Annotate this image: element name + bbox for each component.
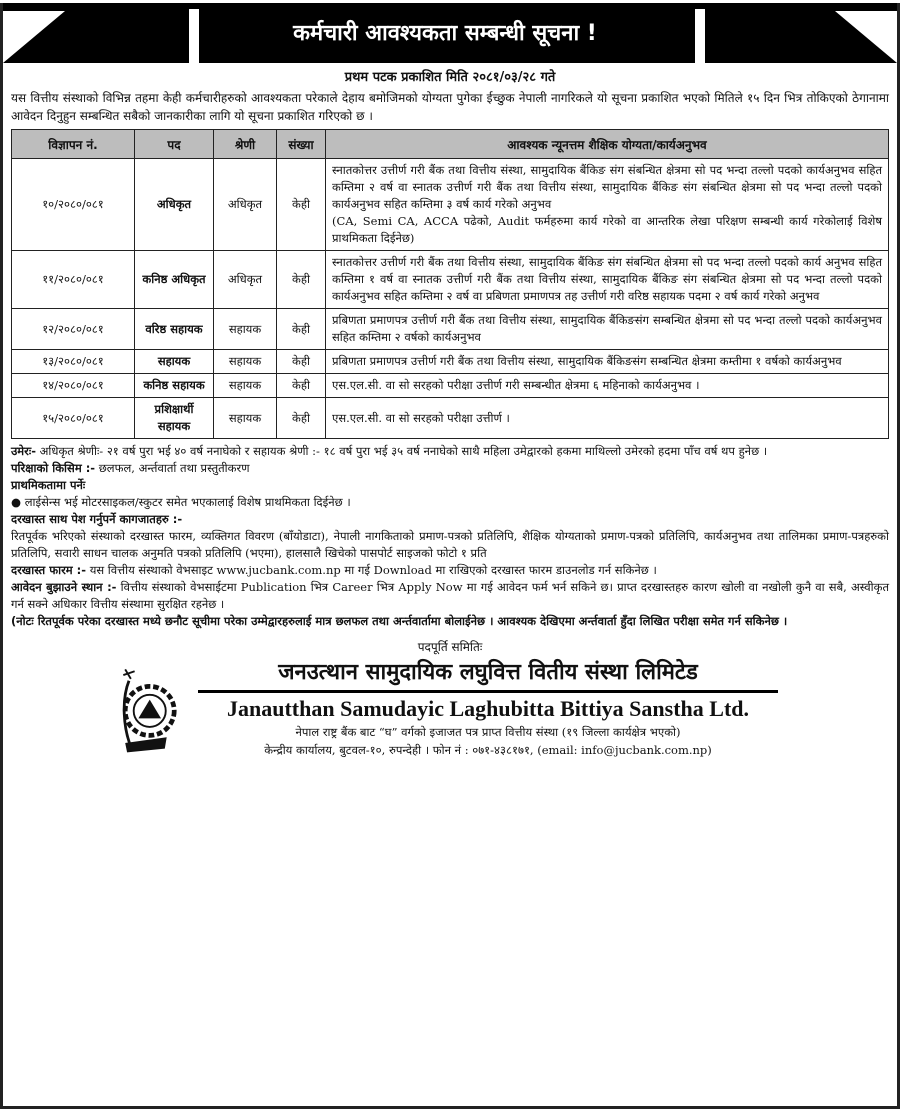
title-banner: [3, 3, 897, 63]
post-name: अधिकृत: [135, 159, 214, 251]
notice-sections: [11, 443, 889, 630]
organization-logo-icon: [112, 661, 178, 757]
ad-number: १०/२०८०/०८१: [12, 159, 135, 251]
table-row: [12, 309, 889, 350]
table-row: [12, 398, 889, 439]
age-section: [11, 443, 889, 460]
priority-item: [11, 494, 889, 511]
contact-address: केन्द्रीय कार्यालय, बुटवल-१०, रुपन्देही । फोन नं : ०७१-४३८१७१, (email: info@jucbank.com.np): [264, 743, 712, 757]
post-name: प्रशिक्षार्थी सहायक: [135, 398, 214, 439]
banner-stripe-left: [189, 9, 199, 63]
count: केही: [277, 398, 326, 439]
documents-text: रितपूर्वक भरिएको संस्थाको दरखास्त फारम, व्यक्तिगत विवरण (बाँयोडाटा), नेपाली नागकिताको प्रमाण-पत्रको प्रतिलिपि, शैक्षिक योग्यताको प्रमाण-पत्रको प्रतिलिपि, कार्यअनुभव तथा तालिमका प्रमाण-पत्रहरुको प्रतिलिपि, सवारी साधन चालक अनुमति पत्रको प्रतिलिपि (भएमा), हालसालै खिचेको पासपोर्ट साइजको फोटो १ प्रति: [11, 529, 889, 560]
ad-number: १४/२०८०/०८१: [12, 374, 135, 398]
table-row: [12, 374, 889, 398]
header-grade: श्रेणी: [214, 130, 277, 159]
priority-label: प्राथमिकतामा पर्नेः: [11, 478, 86, 492]
grade: अधिकृत: [214, 159, 277, 251]
footer: [11, 638, 889, 759]
post-name: कनिष्ठ सहायक: [135, 374, 214, 398]
table-row: [12, 159, 889, 251]
ad-number: ११/२०८०/०८१: [12, 251, 135, 309]
bullet-icon: ●: [11, 495, 22, 509]
intro-paragraph: यस वित्तीय संस्थाको विभिन्न तहमा केही कर्मचारीहरुको आवश्यकता परेकाले देहाय बमोजिमको योग्यता पुगेका ईच्छुक नेपाली नागरिकले यो सूचना प्रकाशित भएको मितिले १५ दिन भित्र तोकिएको ठेगानामा आवेदन दिनुहुन सम्बन्धित सबैको जानकारीका लागि यो सूचना प्रकाशित गरिएको छ ।: [11, 91, 889, 123]
submit-text: वित्तीय संस्थाको वेभसाईटमा Publication भित्र Career भित्र Apply Now मा गई आवेदन फर्म भर्न सकिने छ। प्राप्त दरखास्तहरु कारण खोली वा नखोली कुनै वा सबै, अस्वीकृत गर्न सक्ने अधिकार वित्तीय संस्थामा सुरक्षित रहनेछ ।: [11, 580, 889, 611]
banner-stripe-right: [695, 9, 705, 63]
age-text: अधिकृत श्रेणीः- २१ वर्ष पुरा भई ४० वर्ष ननाघेको र सहायक श्रेणी :- १८ वर्ष पुरा भई ३५ वर्ष ननाघेको साथै महिला उमेद्वारको हकमा माथिल्लो उमेरको हदमा पाँच वर्ष थप हुनेछ ।: [39, 444, 768, 458]
organization-name-nepali: जनउत्थान सामुदायिक लघुवित्त वितीय संस्था लिमिटेड: [278, 660, 698, 685]
vacancy-table: [11, 129, 889, 439]
header-qualification: आवश्यक न्यूनत्तम शैक्षिक योग्यता/कार्यअनुभव: [326, 130, 889, 159]
table-row: [12, 350, 889, 374]
post-name: कनिष्ठ अधिकृत: [135, 251, 214, 309]
count: केही: [277, 309, 326, 350]
count: केही: [277, 374, 326, 398]
grade: सहायक: [214, 309, 277, 350]
count: केही: [277, 251, 326, 309]
note-text: (नोटः रितपूर्वक परेका दरखास्त मध्ये छनौट सूचीमा परेका उम्मेद्वारहरुलाई मात्र छलफल तथा अर्न्तवार्तामा बोलाईनेछ । आवश्यक देखिएमा अर्न्तवार्ता हुँदा लिखित परीक्षा समेत गर्न सकिनेछ ।: [11, 614, 788, 628]
banner-right-cut: [835, 11, 897, 63]
committee-label: पदपूर्ति समितिः: [417, 640, 483, 654]
exam-section: [11, 460, 889, 477]
header-post: पद: [135, 130, 214, 159]
form-section: [11, 562, 889, 579]
form-label: दरखास्त फारम :-: [11, 563, 87, 577]
count: केही: [277, 159, 326, 251]
submit-section: [11, 579, 889, 613]
qualification-text: स्नातकोत्तर उत्तीर्ण गरी बैंक तथा वित्तीय संस्था, सामुदायिक बैंकिङ संग संबन्धित क्षेत्रमा सो पद भन्दा तल्लो पदको कार्यअनुभव सहित कम्तिमा २ वर्ष वा स्नातक उत्तीर्ण गरी बैंक तथा वित्तीय संस्था, सामुदायिक बैंकिङ संग संबन्धित क्षेत्रमा सो पद भन्दा तल्लो पदको कार्यअनुभव सहित कम्तिमा ३ वर्ष कार्य गरेको अनुभव: [332, 163, 882, 211]
header-ad-no: विज्ञापन नं.: [12, 130, 135, 159]
qualification: एस.एल.सी. वा सो सरहको परीक्षा उत्तीर्ण गरी सम्बन्धीत क्षेत्रमा ६ महिनाको कार्यअनुभव ।: [326, 374, 889, 398]
exam-label: परिक्षाको किसिम :-: [11, 461, 96, 475]
exam-text: छलफल, अर्न्तवार्ता तथा प्रस्तुतीकरण: [98, 461, 250, 475]
header-count: संख्या: [277, 130, 326, 159]
post-name: सहायक: [135, 350, 214, 374]
documents-section: [11, 511, 889, 528]
qualification: एस.एल.सी. वा सो सरहको परीक्षा उत्तीर्ण ।: [326, 398, 889, 439]
divider: [198, 690, 778, 693]
qualification-note: (CA, Semi CA, ACCA पढेको, Audit फर्महरुमा कार्य गरेको वा आन्तरिक लेखा परिक्षण सम्बन्धी कार्य गरेकोलाई विशेष प्राथमिकता दिईनेछ): [332, 214, 882, 245]
table-row: [12, 251, 889, 309]
table-header-row: [12, 130, 889, 159]
qualification: [326, 159, 889, 251]
qualification: प्रबिणता प्रमाणपत्र उत्तीर्ण गरी बैंक तथा वित्तीय संस्था, सामुदायिक बैंकिङसंग सम्बन्धित क्षेत्रमा कम्तीमा १ वर्षको कार्यअनुभव: [326, 350, 889, 374]
footer-body: [11, 658, 889, 759]
page-border: [0, 3, 900, 1109]
footer-text: [188, 658, 788, 759]
grade: सहायक: [214, 350, 277, 374]
qualification: प्रबिणता प्रमाणपत्र उत्तीर्ण गरी बैंक तथा वित्तीय संस्था, सामुदायिक बैंकिङसंग सम्बन्धित क्षेत्रमा सो पद भन्दा तल्लो पदको कार्यअनुभव सहित कम्तिमा २ वर्षको कार्यअनुभव: [326, 309, 889, 350]
ad-number: १५/२०८०/०८१: [12, 398, 135, 439]
post-name: वरिष्ठ सहायक: [135, 309, 214, 350]
form-text: यस वित्तीय संस्थाको वेभसाइट www.jucbank.com.np मा गई Download मा राखिएको दरखास्त फारम डाउनलोड गर्न सकिनेछ ।: [89, 563, 657, 577]
grade: अधिकृत: [214, 251, 277, 309]
publication-date: प्रथम पटक प्रकाशित मिति २०८१/०३/२८ गते: [344, 70, 556, 85]
banner-left-cut: [3, 11, 65, 63]
notice-title: कर्मचारी आवश्यकता सम्बन्धी सूचना !: [293, 21, 597, 46]
ad-number: १३/२०८०/०८१: [12, 350, 135, 374]
license-info: नेपाल राष्ट्र बैंक बाट “घ” वर्गको इजाजत पत्र प्राप्त वित्तीय संस्था (१९ जिल्ला कार्यक्षेत्र भएको): [295, 725, 681, 739]
qualification: स्नातकोत्तर उत्तीर्ण गरी बैंक तथा वित्तीय संस्था, सामुदायिक बैंकिङ संग संबन्धित क्षेत्रमा सो पद भन्दा तल्लो पदको कार्य अनुभव सहित कम्तिमा १ वर्ष वा स्नातक उत्तीर्ण गरी बैंक तथा वित्तीय संस्था, सामुदायिक बैंकिङ संग संबन्धित क्षेत्रमा सो पद भन्दा तल्लो पदको कार्यअनुभव सहित कम्तिमा २ वर्ष वा प्रबिणता प्रमाणपत्र तह उत्तीर्ण गरी वरिष्ठ सहायक पदमा २ वर्ष कार्य गरेको अनुभव: [326, 251, 889, 309]
age-label: उमेरः-: [11, 444, 36, 458]
priority-item-text: लाईसेन्स भई मोटरसाइकल/स्कुटर समेत भएकालाई विशेष प्राथमिकता दिईनेछ ।: [24, 495, 351, 509]
organization-name-english: Janautthan Samudayic Laghubitta Bittiya Sanstha Ltd.: [226, 696, 750, 721]
grade: सहायक: [214, 398, 277, 439]
priority-section: [11, 477, 889, 494]
grade: सहायक: [214, 374, 277, 398]
documents-label: दरखास्त साथ पेश गर्नुपर्ने कागजातहरु :-: [11, 512, 183, 526]
submit-label: आवेदन बुझाउने स्थान :-: [11, 580, 117, 594]
count: केही: [277, 350, 326, 374]
ad-number: १२/२०८०/०८१: [12, 309, 135, 350]
